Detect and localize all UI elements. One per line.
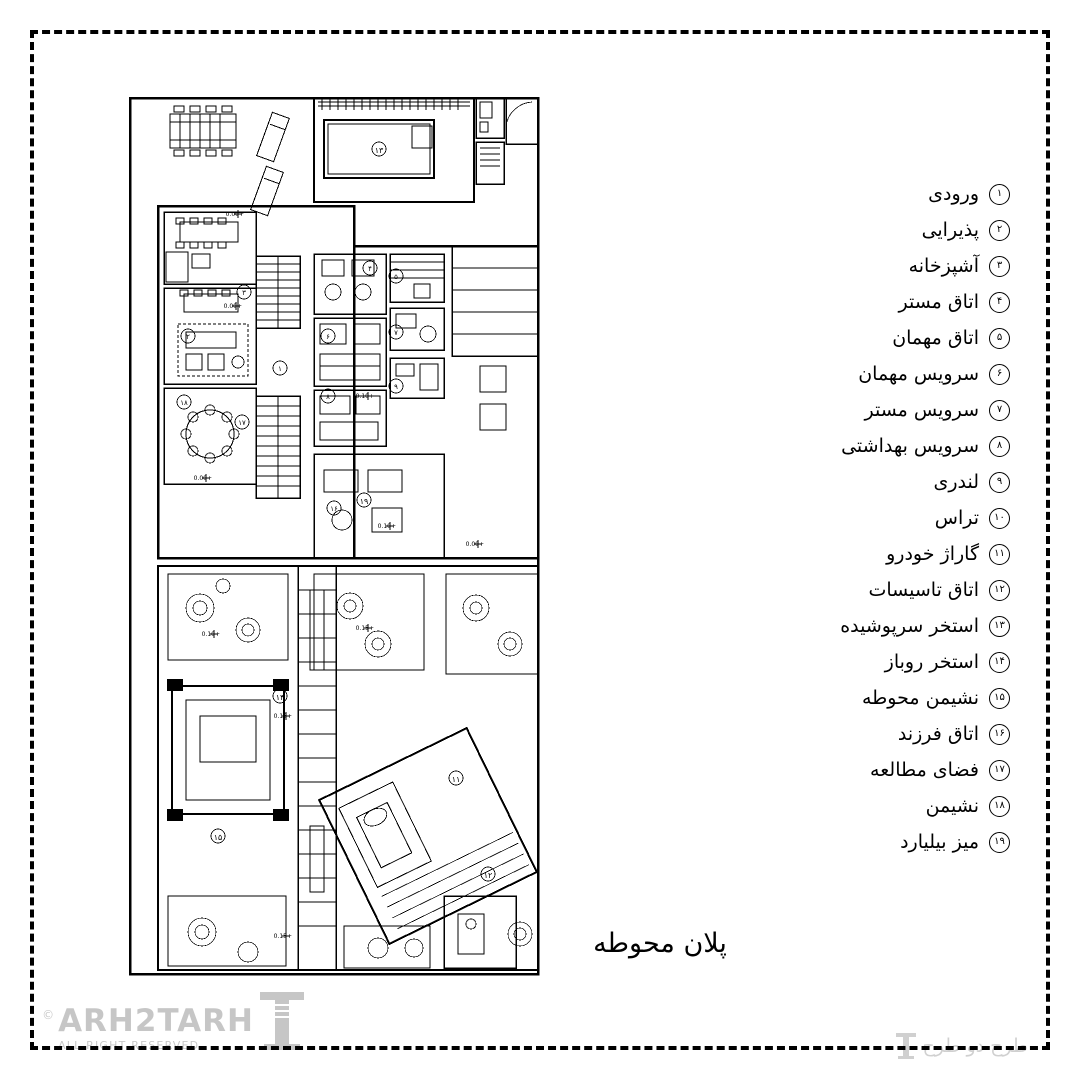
svg-text:۱۸: ۱۸ (180, 399, 188, 407)
watermark-subtitle: ALL RIGHT RESERVED (58, 1039, 200, 1052)
legend-label: سرویس مستر (864, 399, 979, 421)
column-logo-icon (258, 990, 306, 1052)
legend-item (740, 788, 1010, 824)
legend-number: ۱۹ (989, 832, 1010, 853)
svg-text:+0.00: +0.00 (465, 541, 484, 548)
legend-number: ۷ (989, 400, 1010, 421)
legend-item (740, 284, 1010, 320)
site-plan-drawing (128, 96, 543, 976)
legend-item (740, 536, 1010, 572)
watermark-fa-brand: طرح دو طرح (922, 1035, 1028, 1057)
legend-number: ۱۲ (989, 580, 1010, 601)
legend-item (740, 320, 1010, 356)
legend-number: ۵ (989, 328, 1010, 349)
svg-text:۶: ۶ (326, 333, 330, 341)
legend-number: ۶ (989, 364, 1010, 385)
svg-text:۱۱: ۱۱ (451, 775, 461, 784)
legend-number: ۱۴ (989, 652, 1010, 673)
svg-text:۴: ۴ (368, 265, 372, 273)
legend-item (740, 680, 1010, 716)
svg-text:+0.00: +0.00 (225, 211, 244, 218)
legend-label: فضای مطالعه (870, 759, 979, 781)
legend-number: ۱۷ (989, 760, 1010, 781)
watermark-logo (42, 980, 306, 1052)
legend-number: ۱۳ (989, 616, 1010, 637)
legend-item (740, 572, 1010, 608)
legend-label: اتاق فرزند (897, 723, 979, 745)
legend-number: ۸ (989, 436, 1010, 457)
legend-number: ۱۵ (989, 688, 1010, 709)
legend-label: نشیمن (925, 795, 979, 817)
legend-number: ۳ (989, 256, 1010, 277)
legend-item (740, 500, 1010, 536)
legend-number: ۱۶ (989, 724, 1010, 745)
legend-item (740, 212, 1010, 248)
legend-list (740, 176, 1010, 860)
legend-label: ورودی (928, 183, 979, 205)
svg-text:+0.10: +0.10 (355, 393, 374, 400)
legend-number: ۹ (989, 472, 1010, 493)
legend-label: سرویس بهداشتی (841, 435, 979, 457)
legend-label: استخر روباز (884, 651, 979, 673)
legend-item (740, 644, 1010, 680)
watermark-logo-fa (895, 1032, 1028, 1060)
watermark-copyright: © (42, 1008, 55, 1022)
svg-text:۳: ۳ (242, 289, 246, 297)
legend-number: ۱۸ (989, 796, 1010, 817)
watermark-brand: ARH2TARH (58, 1003, 254, 1039)
svg-text:+0.15: +0.15 (355, 625, 374, 632)
svg-text:۹: ۹ (394, 383, 398, 391)
legend-number: ۴ (989, 292, 1010, 313)
column-logo-small-icon (895, 1032, 917, 1060)
legend-label: گاراژ خودرو (886, 543, 979, 565)
legend-item (740, 752, 1010, 788)
svg-text:۵: ۵ (394, 273, 398, 281)
legend-label: نشیمن محوطه (861, 687, 979, 709)
legend-label: لندری (933, 471, 979, 493)
legend-number: ۱۱ (989, 544, 1010, 565)
legend-item (740, 176, 1010, 212)
svg-text:+0.00: +0.00 (223, 303, 242, 310)
svg-text:۲: ۲ (186, 333, 190, 341)
legend-item (740, 464, 1010, 500)
legend-label: پذیرایی (921, 219, 979, 241)
svg-text:+0.15: +0.15 (273, 713, 292, 720)
legend-number: ۲ (989, 220, 1010, 241)
svg-text:+0.00: +0.00 (193, 475, 212, 482)
svg-text:۱۹: ۱۹ (359, 497, 369, 506)
svg-text:۱۳: ۱۳ (374, 146, 384, 155)
svg-text:۱۲: ۱۲ (483, 871, 493, 880)
legend-label: میز بیلیارد (900, 831, 979, 853)
svg-text:۱۷: ۱۷ (238, 419, 246, 427)
svg-text:۷: ۷ (394, 329, 398, 337)
legend-label: اتاق مهمان (892, 327, 979, 349)
svg-text:۱۴: ۱۴ (275, 693, 285, 702)
legend-label: تراس (934, 507, 979, 529)
legend-item (740, 248, 1010, 284)
svg-text:+0.10: +0.10 (377, 523, 396, 530)
legend-label: اتاق تاسیسات (868, 579, 979, 601)
legend-item (740, 608, 1010, 644)
plan-title: پلان محوطه (593, 928, 727, 959)
legend-item (740, 824, 1010, 860)
svg-text:+0.10: +0.10 (201, 631, 220, 638)
legend-label: اتاق مستر (898, 291, 979, 313)
svg-text:۱۵: ۱۵ (213, 833, 223, 842)
legend-item (740, 356, 1010, 392)
svg-text:۸: ۸ (326, 393, 330, 401)
svg-text:۱۶: ۱۶ (330, 505, 338, 513)
legend-number: ۱ (989, 184, 1010, 205)
legend-label: سرویس مهمان (858, 363, 979, 385)
svg-text:۱: ۱ (278, 365, 282, 373)
svg-text:+0.15: +0.15 (273, 933, 292, 940)
legend-label: استخر سرپوشیده (840, 615, 979, 637)
legend-number: ۱۰ (989, 508, 1010, 529)
legend-item (740, 392, 1010, 428)
legend-label: آشپزخانه (908, 255, 979, 277)
legend-item (740, 716, 1010, 752)
legend-item (740, 428, 1010, 464)
